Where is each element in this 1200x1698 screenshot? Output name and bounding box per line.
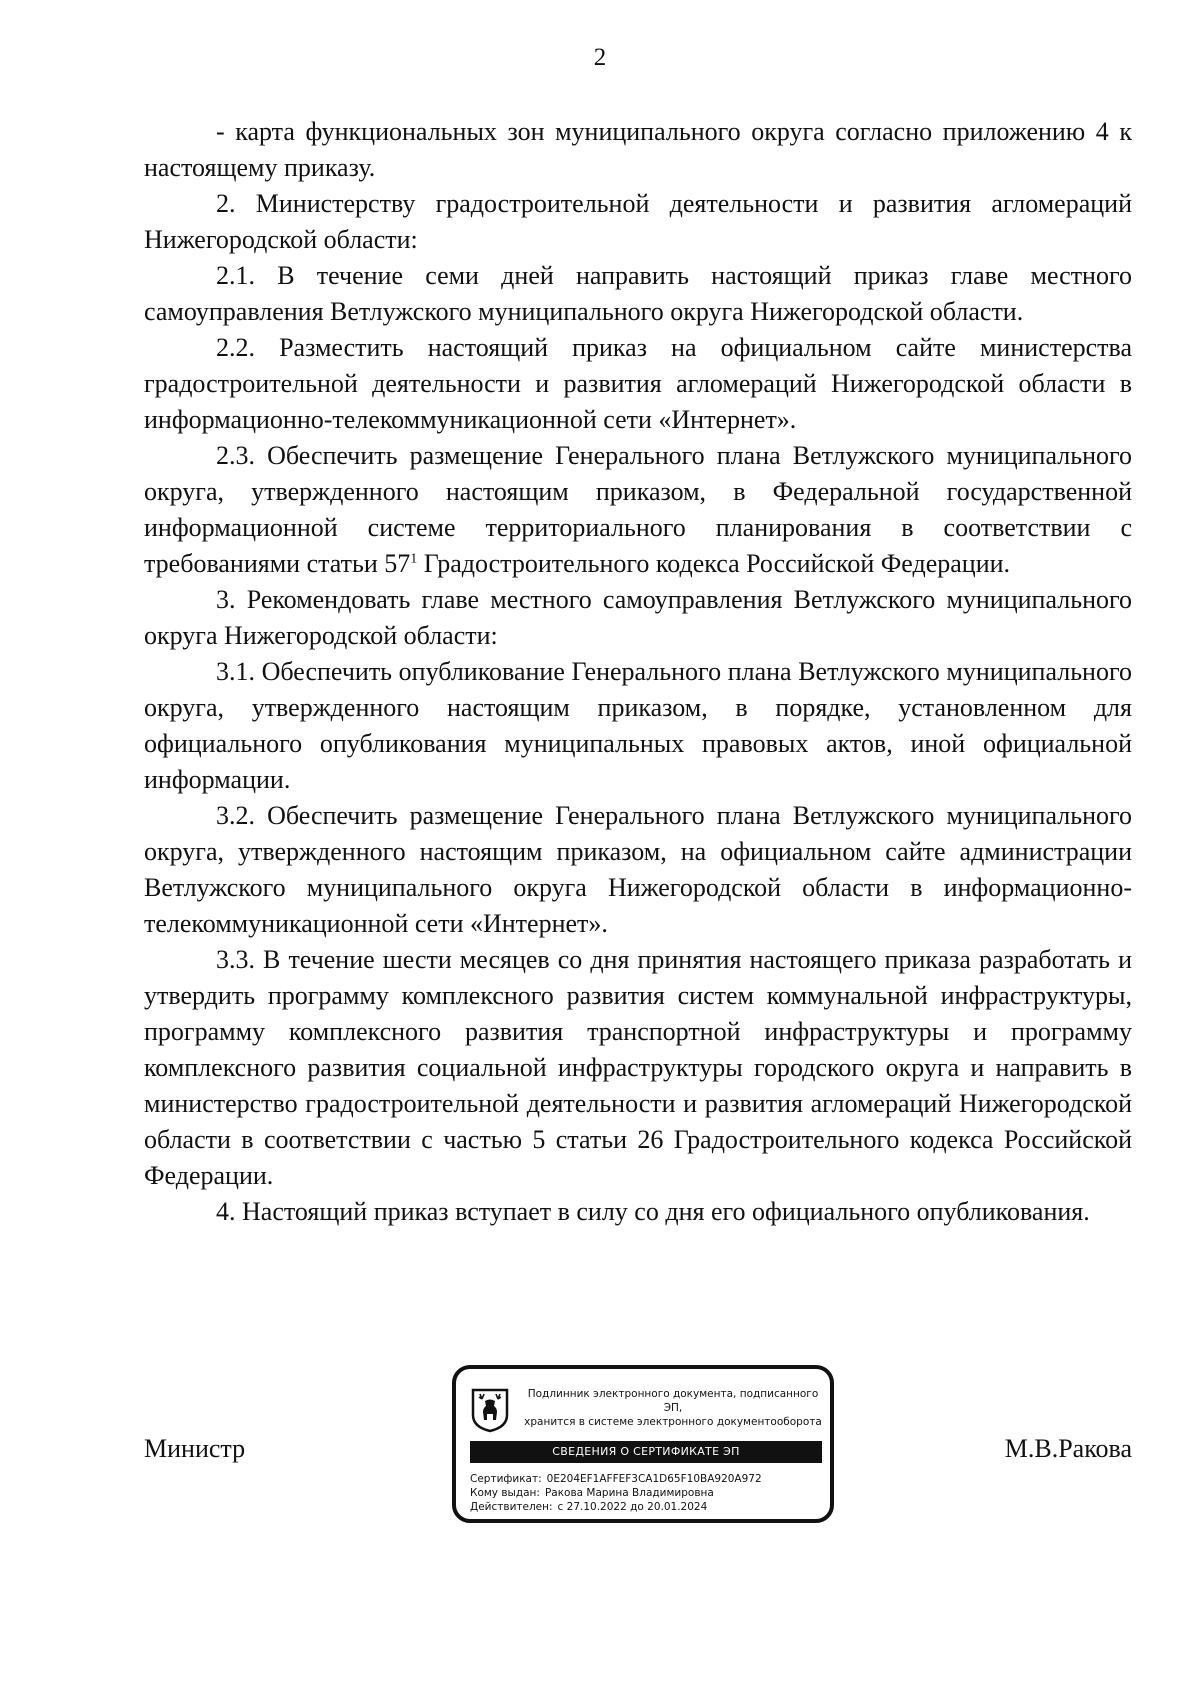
- issued-to-value: Ракова Марина Владимировна: [544, 1487, 714, 1499]
- paragraph-map-item: - карта функциональных зон муниципального округа согласно приложению 4 к настоящему приказу.: [144, 117, 1132, 182]
- stamp-details: [470, 1472, 822, 1514]
- paragraph-2-3-text: 2.3. Обеспечить размещение Генерального плана Ветлужского муниципального округа, утвержденного настоящим приказом, в Федеральной государственной информационной системе территориального планирования в соответствии с требованиями статьи 57: [144, 441, 1132, 578]
- paragraph-2-1: 2.1. В течение семи дней направить настоящий приказ главе местного самоуправления Ветлужского муниципального округа Нижегородской области.: [144, 261, 1132, 326]
- paragraph-3-1: 3.1. Обеспечить опубликование Генерального плана Ветлужского муниципального округа, утвержденного настоящим приказом, в порядке, установленном для официального опубликования муниципальных правовых актов, иной официальной информации.: [144, 657, 1132, 794]
- signer-name: М.В.Ракова: [1004, 1434, 1132, 1463]
- certificate-row: [470, 1472, 822, 1486]
- issued-to-row: [470, 1486, 822, 1500]
- validity-row: [470, 1500, 822, 1514]
- certificate-value: 0E204EF1AFFEF3CA1D65F10BA920A972: [546, 1473, 762, 1485]
- paragraph-2-3: [144, 438, 1132, 582]
- deer-coat-of-arms-icon: [470, 1387, 510, 1433]
- paragraph-2-2: 2.2. Разместить настоящий приказ на официальном сайте министерства градостроительной деятельности и развития агломераций Нижегородской области в информационно-телекоммуникационной сети «Интернет».: [144, 333, 1132, 434]
- paragraph-3-2: 3.2. Обеспечить размещение Генерального плана Ветлужского муниципального округа, утвержденного настоящим приказом, на официальном сайте администрации Ветлужского муниципального округа Нижегородской области в информационно-телекоммуникационной сети «Интернет».: [144, 801, 1132, 938]
- paragraph-3-3: 3.3. В течение шести месяцев со дня принятия настоящего приказа разработать и утвердить программу комплексного развития систем коммунальной инфраструктуры, программу комплексного развития транспортной инфраструктуры и программу комплексного развития социальной инфраструктуры городского округа и направить в министерство градостроительной деятельности и развития агломераций Нижегородской области в соответствии с частью 5 статьи 26 Градостроительного кодекса Российской Федерации.: [144, 945, 1132, 1190]
- document-body: [144, 114, 1132, 1230]
- electronic-signature-stamp: [452, 1365, 834, 1523]
- issued-to-label: Кому выдан:: [470, 1487, 540, 1499]
- stamp-title-bar: СВЕДЕНИЯ О СЕРТИФИКАТЕ ЭП: [470, 1441, 822, 1463]
- stamp-header-line: Подлинник электронного документа, подписанного ЭП,: [527, 1388, 819, 1414]
- stamp-header: [518, 1387, 828, 1429]
- superscript: 1: [410, 551, 418, 567]
- paragraph-4: 4. Настоящий приказ вступает в силу со дня его официального опубликования.: [216, 1197, 1090, 1226]
- page-number: 2: [593, 44, 607, 71]
- stamp-header-line: хранится в системе электронного документооборота: [524, 1416, 822, 1428]
- paragraph-2-3-tail: Градостроительного кодекса Российской Федерации.: [417, 549, 1011, 578]
- certificate-label: Сертификат:: [470, 1473, 542, 1485]
- validity-value: с 27.10.2022 до 20.01.2024: [557, 1501, 708, 1513]
- signer-title: Министр: [144, 1434, 246, 1463]
- paragraph-2: 2. Министерству градостроительной деятельности и развития агломераций Нижегородской области:: [144, 189, 1132, 254]
- paragraph-3: 3. Рекомендовать главе местного самоуправления Ветлужского муниципального округа Нижегородской области:: [144, 585, 1132, 650]
- validity-label: Действителен:: [470, 1501, 553, 1513]
